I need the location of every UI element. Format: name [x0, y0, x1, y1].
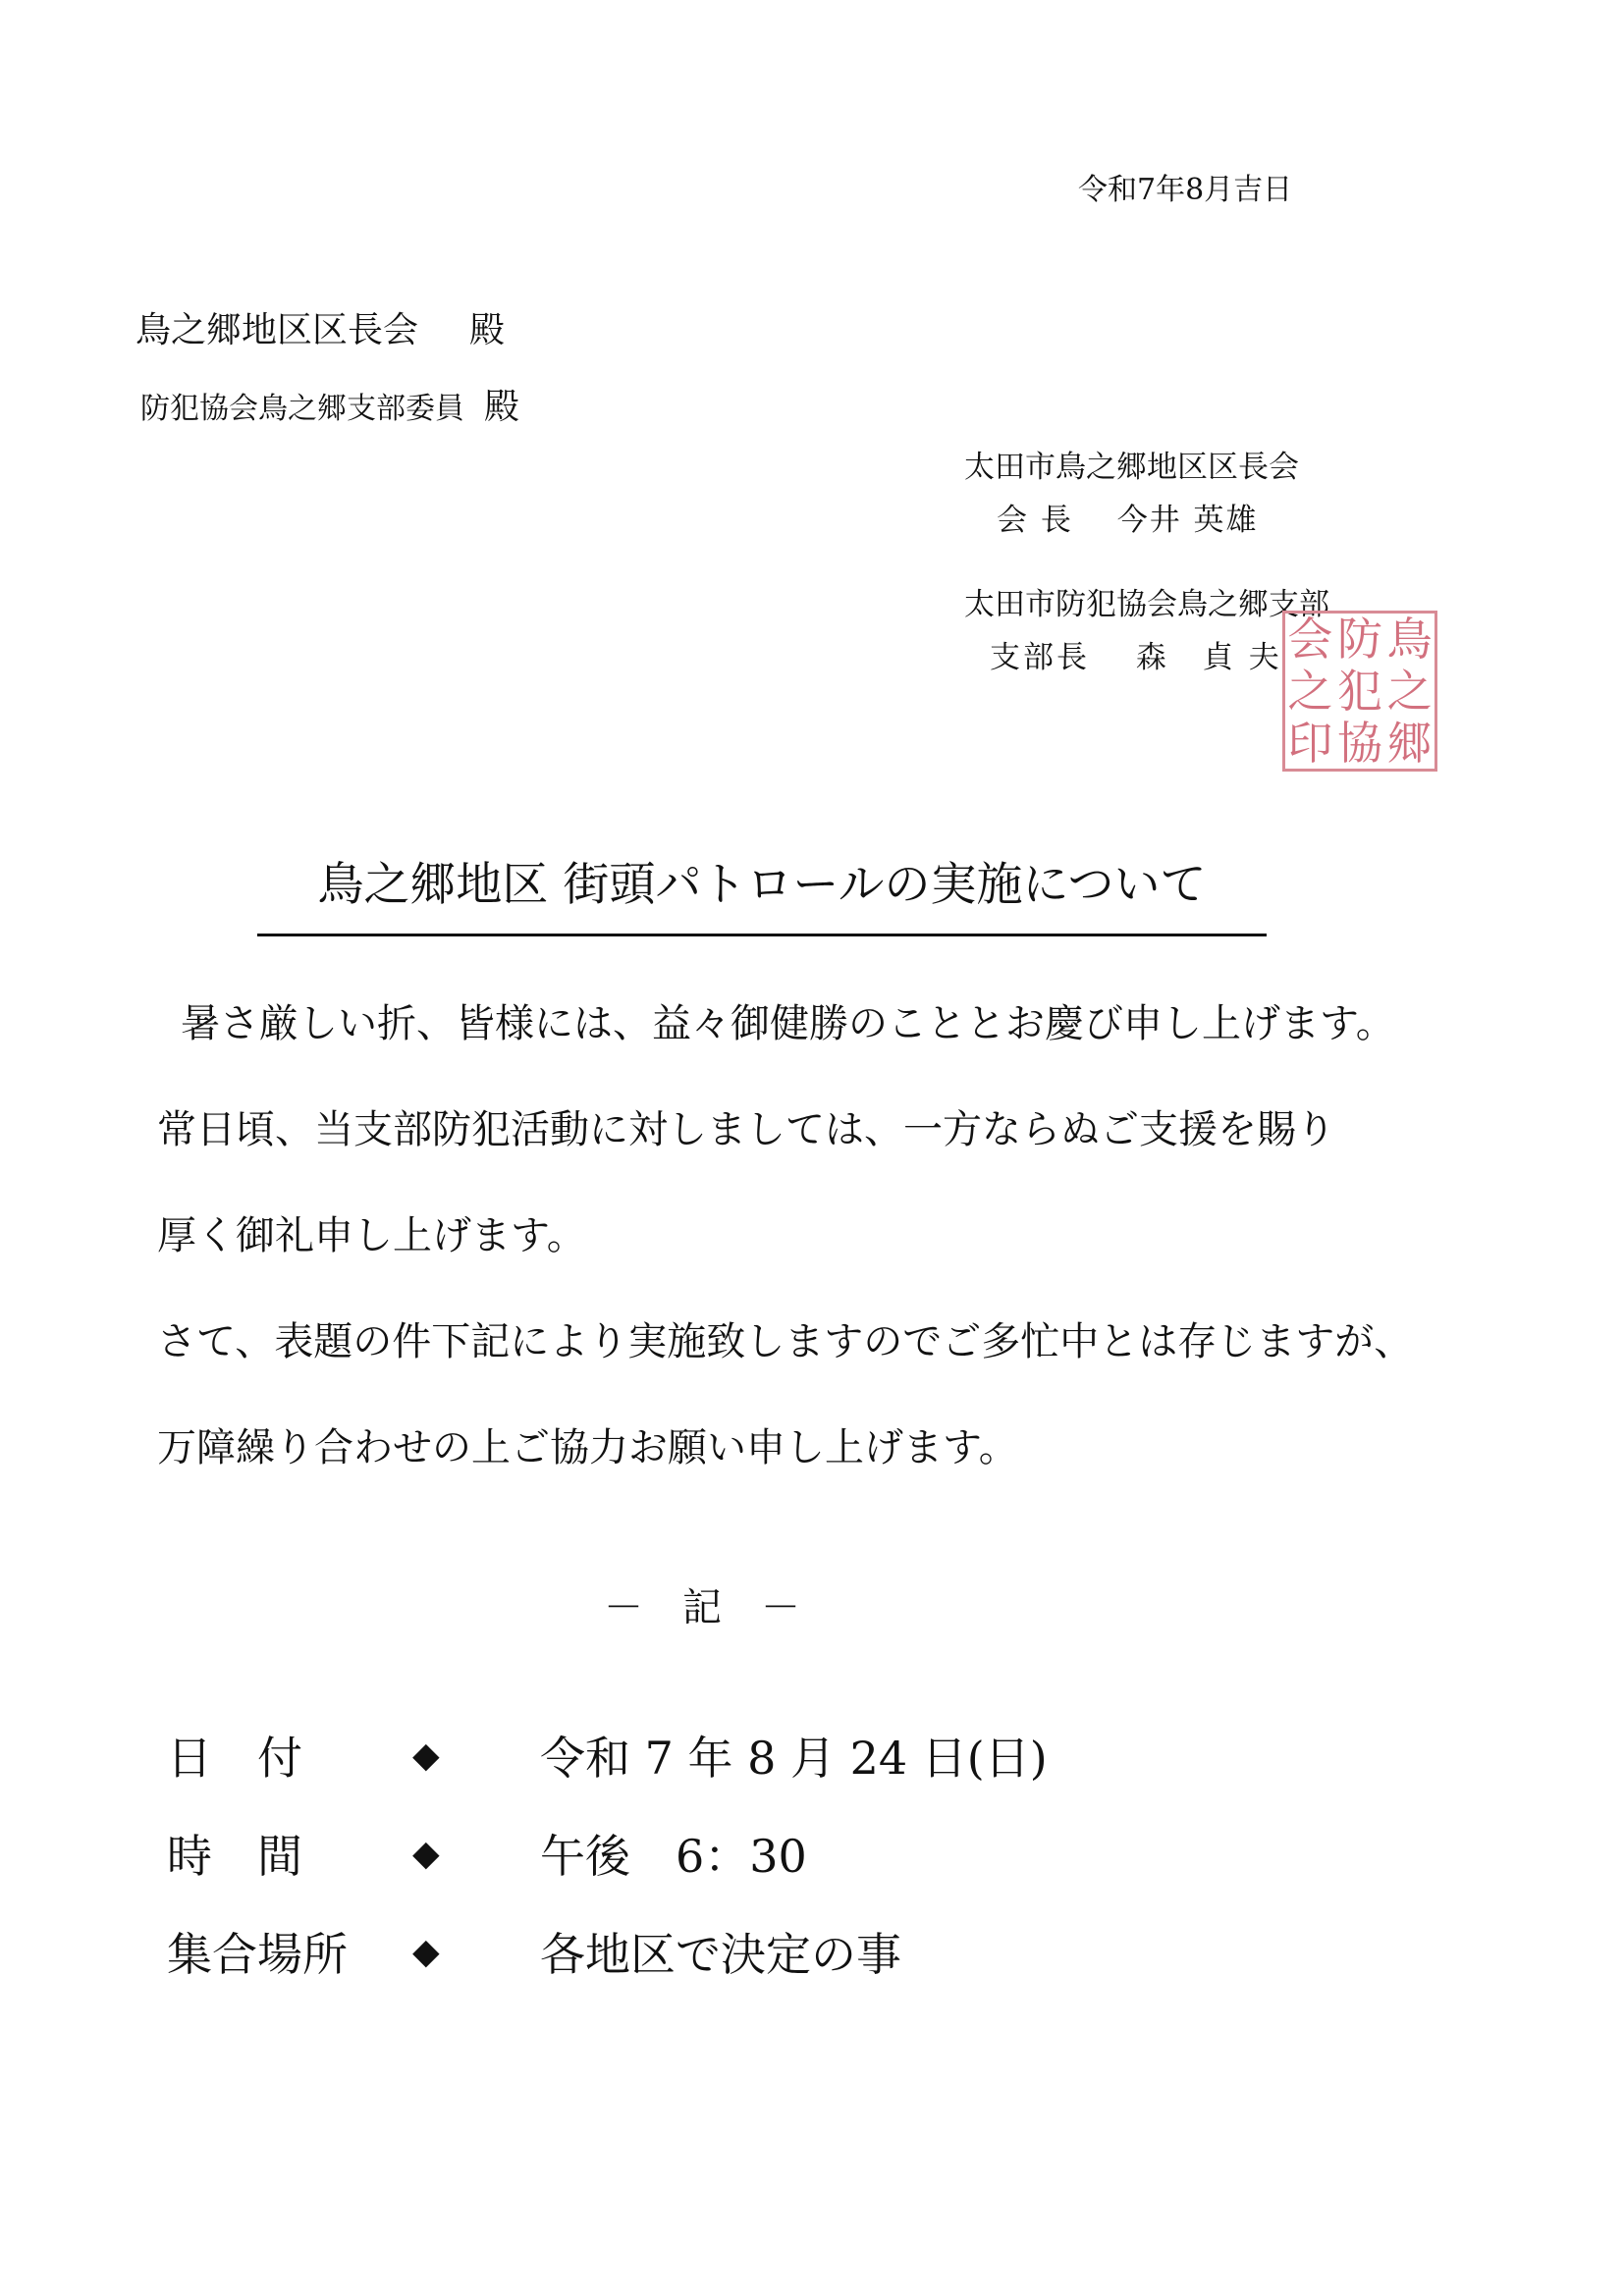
recipient-line-2: [140, 379, 519, 429]
seal-char: 犯: [1336, 664, 1382, 718]
detail-label: 日 付: [167, 1732, 302, 1785]
sender-name-1: 会 長 今井 英雄: [997, 503, 1259, 538]
detail-value: 令和 7 年 8 月 24 日(日): [540, 1732, 1048, 1785]
body-paragraph: 常日頃、当支部防犯活動に対しましては、一方ならぬご支援を賜り: [157, 1107, 1335, 1152]
seal-char: 印: [1287, 716, 1333, 770]
diamond-icon: ◆: [412, 1735, 440, 1776]
body-paragraph: 万障繰り合わせの上ご協力お願い申し上げます。: [157, 1425, 1018, 1470]
seal-char: 防: [1336, 613, 1382, 667]
detail-label: 時 間: [167, 1830, 302, 1883]
recipient-name-1: 鳥之郷地区区長会: [135, 310, 419, 350]
seal-char: 協: [1336, 716, 1382, 770]
detail-label: 集合場所: [167, 1928, 348, 1981]
sender-org-1: 太田市鳥之郷地区区長会: [964, 450, 1299, 485]
recipient-honorific-1: 殿: [469, 310, 506, 350]
recipient-line-1: [135, 302, 505, 352]
official-seal: [1282, 611, 1437, 772]
seal-char: 会: [1287, 613, 1333, 667]
seal-char: 之: [1386, 664, 1433, 718]
body-paragraph: 厚く御礼申し上げます。: [157, 1213, 586, 1258]
document-date: 令和7年8月吉日: [1078, 173, 1293, 207]
seal-char: 之: [1287, 664, 1333, 718]
recipient-name-2: 防犯協会鳥之郷支部委員: [140, 392, 464, 426]
detail-value: 午後 6：30: [540, 1830, 807, 1883]
recipient-honorific-2: 殿: [484, 387, 520, 427]
detail-value: 各地区で決定の事: [540, 1928, 901, 1981]
detail-row-time: [167, 1824, 807, 1883]
sender-name-2: 支部長 森 貞 夫: [990, 640, 1282, 675]
detail-row-place: [167, 1922, 901, 1981]
diamond-icon: ◆: [412, 1833, 440, 1874]
detail-row-date: [167, 1726, 1048, 1785]
seal-char: 郷: [1386, 716, 1433, 770]
diamond-icon: ◆: [412, 1931, 440, 1972]
body-paragraph: さて、表題の件下記により実施致しますのでご多忙中とは存じますが、: [157, 1319, 1414, 1364]
sender-org-2: 太田市防犯協会鳥之郷支部: [964, 587, 1329, 622]
body-paragraph: 暑さ厳しい折、皆様には、益々御健勝のこととお慶び申し上げます。: [181, 1001, 1395, 1046]
seal-char: 鳥: [1386, 613, 1433, 667]
document-title: 鳥之郷地区 街頭パトロールの実施について: [257, 848, 1267, 936]
ki-heading: － 記 －: [604, 1585, 800, 1630]
body-text: [157, 999, 1473, 1529]
